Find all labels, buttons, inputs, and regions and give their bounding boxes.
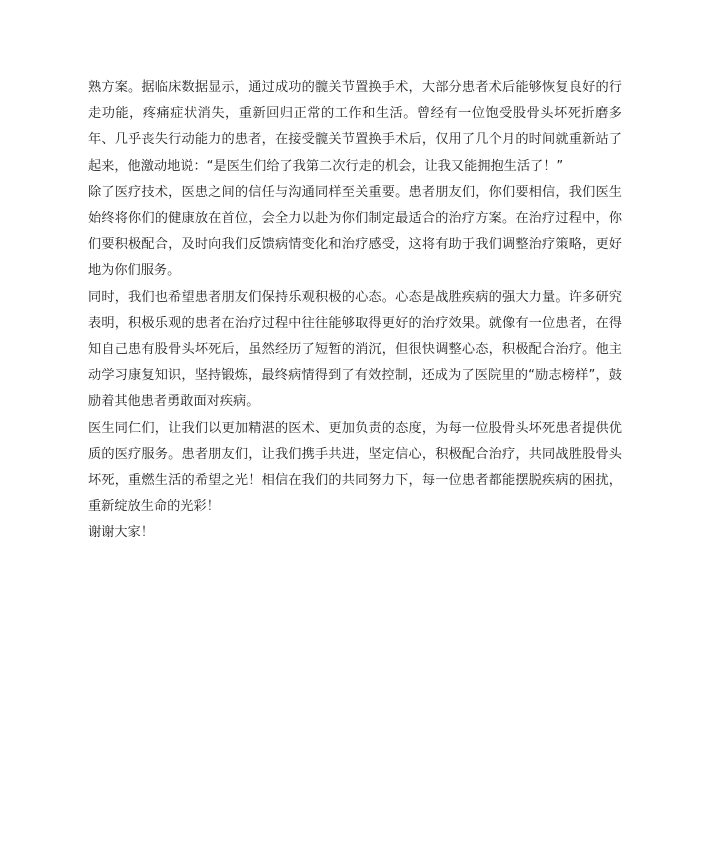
- paragraph-surgery-outcome: 熟方案。据临床数据显示，通过成功的髋关节置换手术，大部分患者术后能够恢复良好的行走功能，疼痛症状消失，重新回归正常的工作和生活。曾经有一位饱受股骨头坏死折磨多年、几乎丧失行动能力的患者，在接受髋关节置换手术后，仅用了几个月的时间就重新站了起来，他激动地说：“是医生们给了我第二次行走的机会，让我又能拥抱生活了！”: [88, 80, 622, 174]
- document-body: [88, 75, 622, 547]
- paragraph-call-to-action: 医生同仁们，让我们以更加精湛的医术、更加负责的态度，为每一位股骨头坏死患者提供优质的医疗服务。患者朋友们，让我们携手共进，坚定信心，积极配合治疗，共同战胜股骨头坏死，重燃生活的希望之光！相信在我们的共同努力下，每一位患者都能摆脱疾病的困扰，重新绽放生命的光彩！: [88, 420, 622, 515]
- paragraph-doctor-patient-trust: 除了医疗技术，医患之间的信任与沟通同样至关重要。患者朋友们，你们要相信，我们医生始终将你们的健康放在首位，会全力以赴为你们制定最适合的治疗方案。在治疗过程中，你们要积极配合，及时向我们反馈病情变化和治疗感受，这将有助于我们调整治疗策略，更好地为你们服务。: [88, 184, 622, 279]
- paragraph-closing-thanks: 谢谢大家！: [88, 525, 154, 541]
- paragraph-positive-attitude: 同时，我们也希望患者朋友们保持乐观积极的心态。心态是战胜疾病的强大力量。许多研究表明，积极乐观的患者在治疗过程中往往能够取得更好的治疗效果。就像有一位患者，在得知自己患有股骨头坏死后，虽然经历了短暂的消沉，但很快调整心态，积极配合治疗。他主动学习康复知识，坚持锻炼，最终病情得到了有效控制，还成为了医院里的“励志榜样”，鼓励着其他患者勇敢面对疾病。: [88, 289, 622, 410]
